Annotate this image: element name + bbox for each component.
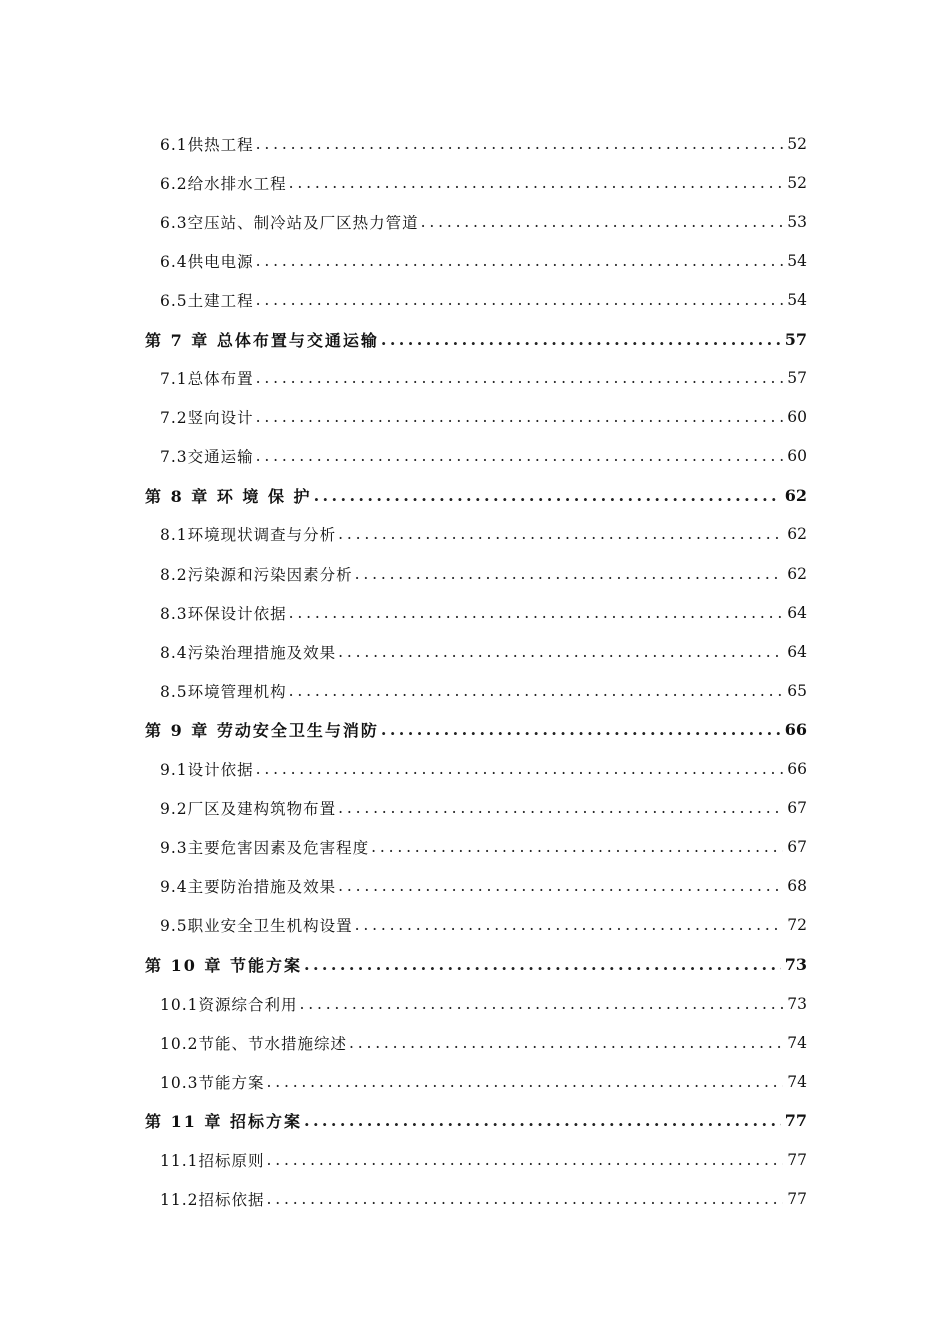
toc-chapter-title: 第 8 章 环 境 保 护 bbox=[145, 486, 312, 506]
dot-leader bbox=[267, 1151, 783, 1169]
toc-entry-page: 54 bbox=[787, 251, 807, 270]
dot-leader bbox=[304, 955, 781, 974]
toc-entry-page: 57 bbox=[787, 369, 807, 388]
toc-entry-title: 9.1设计依据 bbox=[160, 761, 254, 780]
toc-entry[interactable] bbox=[0, 1023, 950, 1062]
toc-chapter-title: 第 7 章 总体布置与交通运输 bbox=[145, 330, 379, 350]
dot-leader bbox=[289, 682, 783, 700]
toc-entry-title: 8.5环境管理机构 bbox=[160, 682, 287, 701]
toc-entry-page: 68 bbox=[787, 877, 807, 896]
toc-chapter-entry[interactable] bbox=[0, 1101, 950, 1140]
toc-entry-title: 9.3主要危害因素及危害程度 bbox=[160, 839, 370, 858]
toc-entry-page: 77 bbox=[784, 1111, 807, 1131]
toc-entry-title: 8.3环保设计依据 bbox=[160, 604, 287, 623]
toc-entry-title: 10.2节能、节水措施综述 bbox=[160, 1034, 348, 1053]
toc-entry-title: 8.2污染源和污染因素分析 bbox=[160, 565, 353, 584]
toc-entry-page: 73 bbox=[784, 955, 807, 975]
dot-leader bbox=[256, 369, 783, 387]
dot-leader bbox=[355, 565, 783, 583]
toc-entry-title: 11.2招标依据 bbox=[160, 1191, 265, 1210]
toc-chapter-entry[interactable] bbox=[0, 945, 950, 984]
toc-chapter-entry[interactable] bbox=[0, 476, 950, 515]
toc-entry[interactable] bbox=[0, 671, 950, 710]
toc-entry-page: 65 bbox=[787, 681, 807, 700]
toc-entry[interactable] bbox=[0, 202, 950, 241]
toc-entry-title: 6.3空压站、制冷站及厂区热力管道 bbox=[160, 213, 419, 232]
toc-entry-page: 60 bbox=[787, 408, 807, 427]
dot-leader bbox=[421, 213, 783, 231]
dot-leader bbox=[338, 525, 783, 543]
toc-entry[interactable] bbox=[0, 1140, 950, 1179]
toc-entry-page: 52 bbox=[787, 134, 807, 153]
dot-leader bbox=[256, 135, 783, 153]
toc-entry-title: 6.1供热工程 bbox=[160, 135, 254, 154]
toc-entry[interactable] bbox=[0, 398, 950, 437]
toc-entry-title: 10.3节能方案 bbox=[160, 1073, 265, 1092]
toc-entry-page: 54 bbox=[787, 290, 807, 309]
dot-leader bbox=[381, 330, 781, 349]
toc-entry-title: 6.4供电电源 bbox=[160, 252, 254, 271]
toc-entry-page: 73 bbox=[787, 994, 807, 1013]
toc-entry-page: 77 bbox=[787, 1190, 807, 1209]
toc-entry[interactable] bbox=[0, 593, 950, 632]
toc-entry-page: 60 bbox=[787, 447, 807, 466]
toc-entry[interactable] bbox=[0, 789, 950, 828]
toc-entry-page: 62 bbox=[787, 564, 807, 583]
toc-entry[interactable] bbox=[0, 984, 950, 1023]
dot-leader bbox=[256, 760, 783, 778]
dot-leader bbox=[304, 1111, 781, 1130]
toc-chapter-title: 第 11 章 招标方案 bbox=[145, 1112, 302, 1132]
toc-entry-title: 7.1总体布置 bbox=[160, 370, 254, 389]
toc-entry-title: 6.5土建工程 bbox=[160, 291, 254, 310]
toc-chapter-title: 第 9 章 劳动安全卫生与消防 bbox=[145, 721, 379, 741]
toc-entry-title: 10.1资源综合利用 bbox=[160, 995, 298, 1014]
dot-leader bbox=[381, 720, 781, 739]
toc-entry-title: 9.4主要防治措施及效果 bbox=[160, 878, 337, 897]
toc-entry-title: 9.5职业安全卫生机构设置 bbox=[160, 917, 353, 936]
toc-entry-page: 52 bbox=[787, 173, 807, 192]
toc-entry[interactable] bbox=[0, 359, 950, 398]
dot-leader bbox=[355, 916, 783, 934]
toc-entry-page: 62 bbox=[784, 485, 807, 505]
toc-entry[interactable] bbox=[0, 1062, 950, 1101]
toc-entry[interactable] bbox=[0, 750, 950, 789]
toc-entry-page: 72 bbox=[787, 916, 807, 935]
toc-entry[interactable] bbox=[0, 828, 950, 867]
toc-entry-title: 11.1招标原则 bbox=[160, 1151, 265, 1170]
dot-leader bbox=[267, 1190, 783, 1208]
toc-entry-page: 67 bbox=[787, 838, 807, 857]
dot-leader bbox=[256, 252, 783, 270]
dot-leader bbox=[371, 838, 783, 856]
toc-entry[interactable] bbox=[0, 515, 950, 554]
table-of-contents bbox=[0, 124, 950, 1219]
dot-leader bbox=[338, 877, 783, 895]
dot-leader bbox=[256, 408, 783, 426]
toc-entry-page: 74 bbox=[787, 1033, 807, 1052]
toc-entry-title: 8.4污染治理措施及效果 bbox=[160, 643, 337, 662]
dot-leader bbox=[300, 995, 783, 1013]
toc-entry[interactable] bbox=[0, 1180, 950, 1219]
dot-leader bbox=[349, 1034, 783, 1052]
toc-entry[interactable] bbox=[0, 124, 950, 163]
toc-chapter-title: 第 10 章 节能方案 bbox=[145, 956, 302, 976]
toc-entry-page: 64 bbox=[787, 642, 807, 661]
dot-leader bbox=[338, 643, 783, 661]
toc-chapter-entry[interactable] bbox=[0, 319, 950, 358]
toc-entry-page: 66 bbox=[784, 720, 807, 740]
toc-entry-title: 7.2竖向设计 bbox=[160, 409, 254, 428]
toc-entry-page: 64 bbox=[787, 603, 807, 622]
toc-entry-page: 53 bbox=[787, 212, 807, 231]
dot-leader bbox=[338, 799, 783, 817]
dot-leader bbox=[289, 604, 783, 622]
toc-entry-page: 67 bbox=[787, 799, 807, 818]
dot-leader bbox=[256, 291, 783, 309]
toc-entry[interactable] bbox=[0, 867, 950, 906]
toc-entry[interactable] bbox=[0, 632, 950, 671]
toc-entry[interactable] bbox=[0, 554, 950, 593]
toc-entry[interactable] bbox=[0, 906, 950, 945]
toc-entry-title: 8.1环境现状调查与分析 bbox=[160, 526, 337, 545]
toc-entry-page: 57 bbox=[784, 329, 807, 349]
dot-leader bbox=[256, 447, 783, 465]
toc-entry-page: 66 bbox=[787, 760, 807, 779]
toc-chapter-entry[interactable] bbox=[0, 710, 950, 749]
toc-entry[interactable] bbox=[0, 437, 950, 476]
toc-entry[interactable] bbox=[0, 280, 950, 319]
toc-entry-page: 62 bbox=[787, 525, 807, 544]
dot-leader bbox=[314, 486, 781, 505]
toc-entry[interactable] bbox=[0, 163, 950, 202]
dot-leader bbox=[289, 174, 783, 192]
dot-leader bbox=[267, 1073, 783, 1091]
toc-entry[interactable] bbox=[0, 241, 950, 280]
toc-entry-title: 9.2厂区及建构筑物布置 bbox=[160, 800, 337, 819]
toc-entry-title: 6.2给水排水工程 bbox=[160, 174, 287, 193]
toc-entry-title: 7.3交通运输 bbox=[160, 448, 254, 467]
toc-entry-page: 77 bbox=[787, 1150, 807, 1169]
toc-entry-page: 74 bbox=[787, 1072, 807, 1091]
